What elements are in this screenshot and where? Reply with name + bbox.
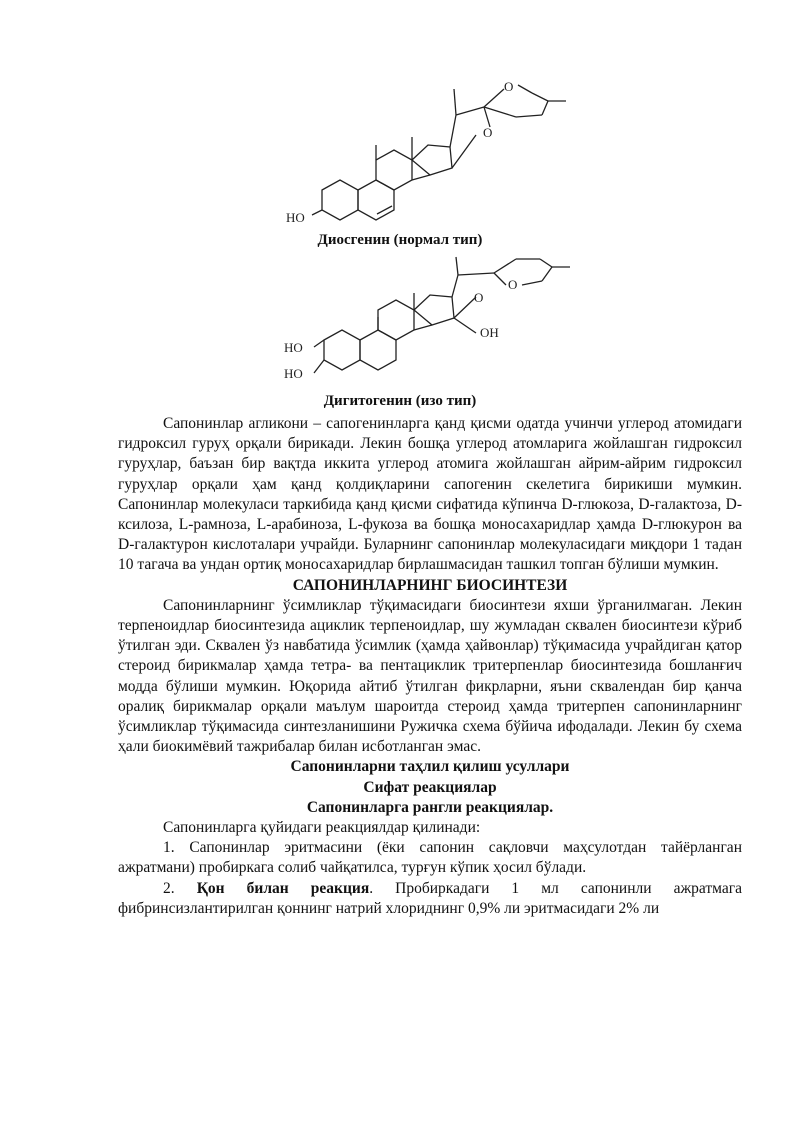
oxygen-label: O — [483, 125, 493, 140]
paragraph: Сапонинлар агликони – сапогенинларга қанд қисми одатда учинчи углерод атомидаги гидроксил гуруҳ орқали бирикади. Лекин бошқа углерод атомларига жойлашган гидроксил гуруҳлар, баъзан бир вақтда иккита углерод атомига жойлашган айрим-айрим гидроксил гуруҳлар орқали ҳам қанд қолдиқларини сапогенин скелетига бирикиши мумкин. Сапонинлар молекуласи таркибида қанд қисми сифатида кўпинча D-глюкоза, D-галактоза, D-ксилоза, L-рамноза, L-арабиноза, L-фукоза ва бошқа моносахаридлар ҳамда D-глюкурон ва D-галактурон кислоталари учрайди. Буларнинг сапонинлар молекуласидаги миқдори 1 тадан 10 тагача ва ундан ортиқ моносахаридлар бирлашмасидан ташкил топган бўлиши мумкин. — [118, 415, 742, 574]
paragraph: Сапонинларга қуйидаги реакциялдар қилинади: — [163, 819, 481, 837]
section-heading: Сапонинларни таҳлил қилиш усуллари — [290, 758, 570, 776]
ho-label: HO — [284, 366, 303, 381]
ho-label: HO — [286, 210, 305, 225]
figure-caption: Дигитогенин (изо тип) — [323, 393, 477, 409]
paragraph: Сапонинларнинг ўсимликлар тўқимасидаги биосинтези яхши ўрганилмаган. Лекин терпеноидлар биосинтезида ациклик терпеноидлар, шу жумладан сквален биосинтези кўриб ўтилган эди. Сквален ўз навбатида ўсимлик (ҳамда ҳайвонлар) тўқимасида учрайдиган қатор стероид бирикмалар ҳамда тетра- ва пентациклик тритерпенлар биосинтезида бошланғич модда бўлиши мумкин. Юқорида айтиб ўтилган фикрларни, яъни сквалендан бир қанча оралиқ бирикмалар орқали маълум шароитда стероид ҳамда тритерпен сапонинларнинг ўсимликлар тўқимасида синтезланишини Ружичка схема бўйича ифодалади. Лекин бу схема ҳали биокимёвий тажрибалар билан исботланган эмас. — [118, 596, 742, 756]
bold-term: Қон билан реакция — [196, 879, 370, 897]
paragraph-text: . Пробиркадаги 1 мл сапонинли ажратмага фибринсизлантирилган қоннинг натрий хлориднинг 0,9% ли эритмасидаги 2% ли — [118, 879, 743, 917]
oxygen-label: O — [504, 79, 514, 94]
oxygen-label: O — [508, 277, 518, 292]
digitogenin-structure — [280, 255, 580, 390]
body-text — [118, 414, 742, 919]
section-heading: Сифат реакциялар — [363, 778, 497, 796]
oxygen-label: O — [474, 290, 484, 305]
section-heading: Сапонинларга рангли реакциялар. — [306, 798, 554, 816]
figure-caption: Диосгенин (нормал тип) — [317, 232, 483, 248]
ho-label: HO — [284, 340, 303, 355]
oh-label: OH — [480, 325, 499, 340]
section-heading: САПОНИНЛАРНИНГ БИОСИНТЕЗИ — [292, 576, 568, 594]
paragraph: 1. Сапонинлар эритмасини (ёки сапонин сақловчи маҳсулотдан тайёрланган ажратмани) пробиркага солиб чайқатилса, турғун кўпик ҳосил бўлади. — [118, 839, 742, 877]
diosgenin-structure — [280, 75, 580, 230]
list-number: 2. — [163, 879, 197, 897]
paragraph — [118, 879, 742, 919]
